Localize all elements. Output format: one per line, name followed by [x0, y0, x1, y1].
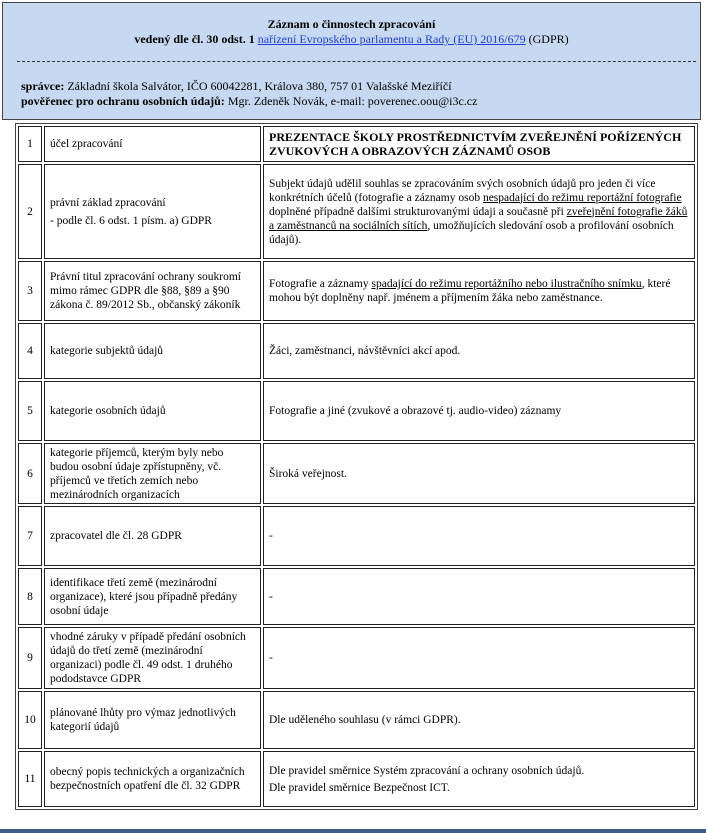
row-label: účel zpracování	[44, 126, 261, 162]
row-label: vhodné záruky v případě předání osobních údajů do třetí země (mezinárodní organizaci) podle čl. 49 odst. 1 druhého pododstavce GDPR	[44, 627, 261, 689]
row-value: -	[263, 627, 695, 689]
row-number: 11	[18, 751, 42, 807]
row-value: Fotografie a jiné (zvukové a obrazové tj. audio-video) záznamy	[263, 381, 695, 441]
dashed-divider	[17, 61, 696, 62]
row-value-underlined: spadající do režimu reportážního nebo ilustračního snímku	[371, 278, 642, 290]
controller-value: Základní škola Salvátor, IČO 60042281, Králova 380, 757 01 Valašské Meziříčí	[64, 79, 452, 93]
subtitle-suffix: (GDPR)	[525, 32, 569, 46]
row-value-line: Dle pravidel směrnice Bezpečnost ICT.	[269, 781, 450, 794]
row-number: 3	[18, 261, 42, 321]
table-row	[18, 164, 695, 259]
row-value-underlined: nespadající do režimu reportážní fotografie	[482, 191, 682, 204]
row-number: 6	[18, 443, 42, 504]
row-value-text: Fotografie a záznamy	[269, 278, 372, 290]
document-header	[2, 2, 701, 120]
subtitle-text: vedený dle čl. 30 odst. 1	[134, 32, 258, 46]
row-value: Žáci, zaměstnanci, návštěvníci akcí apod.	[263, 323, 695, 379]
row-label: identifikace třetí země (mezinárodní organizace), které jsou případně předány osobní údaje	[44, 568, 261, 625]
row-value: Široká veřejnost.	[263, 443, 695, 504]
row-number: 4	[18, 323, 42, 379]
row-label-line: právní základ zpracování	[50, 196, 166, 209]
row-number: 8	[18, 568, 42, 625]
row-label	[44, 164, 261, 259]
row-label: plánované lhůty pro výmaz jednotlivých kategorií údajů	[44, 691, 261, 749]
row-value: PREZENTACE ŠKOLY PROSTŘEDNICTVÍM ZVEŘEJNĚNÍ POŘÍZENÝCH ZVUKOVÝCH A OBRAZOVÝCH ZÁZNAMŮ OSOB	[263, 126, 695, 162]
row-label: Právní titul zpracování ochrany soukromí mimo rámec GDPR dle §88, §89 a §90 zákona č. 89/2012 Sb., občanský zákoník	[44, 261, 261, 321]
controller-line	[21, 79, 477, 94]
table-row	[18, 751, 695, 807]
row-value	[263, 751, 695, 807]
row-label: obecný popis technických a organizačních bezpečnostních opatření dle čl. 32 GDPR	[44, 751, 261, 807]
gdpr-regulation-link[interactable]: nařízení Evropského parlamentu a Rady (EU) 2016/679	[257, 32, 526, 46]
row-value-text: doplněné případně dalšími strukturovanými údaji a současně při	[269, 205, 567, 218]
table-row	[18, 691, 695, 749]
table-row	[18, 126, 695, 162]
table-row	[18, 627, 695, 689]
row-number: 10	[18, 691, 42, 749]
row-value: -	[263, 506, 695, 566]
document-subtitle	[3, 32, 700, 47]
table-row	[18, 506, 695, 566]
row-value	[263, 164, 695, 259]
table-row	[18, 323, 695, 379]
row-label: kategorie subjektů údajů	[44, 323, 261, 379]
row-value-text: Subjekt údajů udělil souhlas se zpracováním svých osobních údajů pro jeden či více konkrétních účelů (fotografie a záznamy osob	[269, 177, 656, 204]
row-value-line: Dle pravidel směrnice Systém zpracování a ochrany osobních údajů.	[269, 764, 585, 777]
table-row	[18, 261, 695, 321]
bottom-border	[0, 829, 706, 833]
controller-label: správce:	[21, 79, 65, 93]
row-value-text: , které mohou být doplněny např. jménem a příjmením žáka nebo zaměstnance.	[269, 278, 671, 304]
table-row	[18, 381, 695, 441]
row-label: zpracovatel dle čl. 28 GDPR	[44, 506, 261, 566]
row-number: 9	[18, 627, 42, 689]
dpo-line	[21, 94, 477, 109]
dpo-label: pověřenec pro ochranu osobních údajů:	[21, 94, 225, 108]
table-row	[18, 443, 695, 504]
dpo-value: Mgr. Zdeněk Novák, e-mail: poverenec.oou@i3c.cz	[224, 94, 478, 108]
row-label: kategorie příjemců, kterým byly nebo budou osobní údaje zpřístupněny, vč. příjemců ve třetích zemích nebo mezinárodních organizacích	[44, 443, 261, 504]
row-value-text: , umožňujících sledování osob a profilování osobních údajů).	[269, 219, 674, 246]
row-value	[263, 261, 695, 321]
row-number: 7	[18, 506, 42, 566]
controller-info	[21, 79, 477, 109]
row-label-line: - podle čl. 6 odst. 1 písm. a) GDPR	[50, 214, 212, 227]
document-title: Záznam o činnostech zpracování	[267, 17, 436, 31]
row-value-underlined: zveřejnění fotografie žáků a zaměstnanců na sociálních sítích	[269, 205, 688, 232]
row-number: 5	[18, 381, 42, 441]
table-row	[18, 568, 695, 625]
row-label: kategorie osobních údajů	[44, 381, 261, 441]
row-number: 1	[18, 126, 42, 162]
row-number: 2	[18, 164, 42, 259]
row-value: Dle uděleného souhlasu (v rámci GDPR).	[263, 691, 695, 749]
row-value: -	[263, 568, 695, 625]
processing-record-table	[15, 123, 698, 810]
